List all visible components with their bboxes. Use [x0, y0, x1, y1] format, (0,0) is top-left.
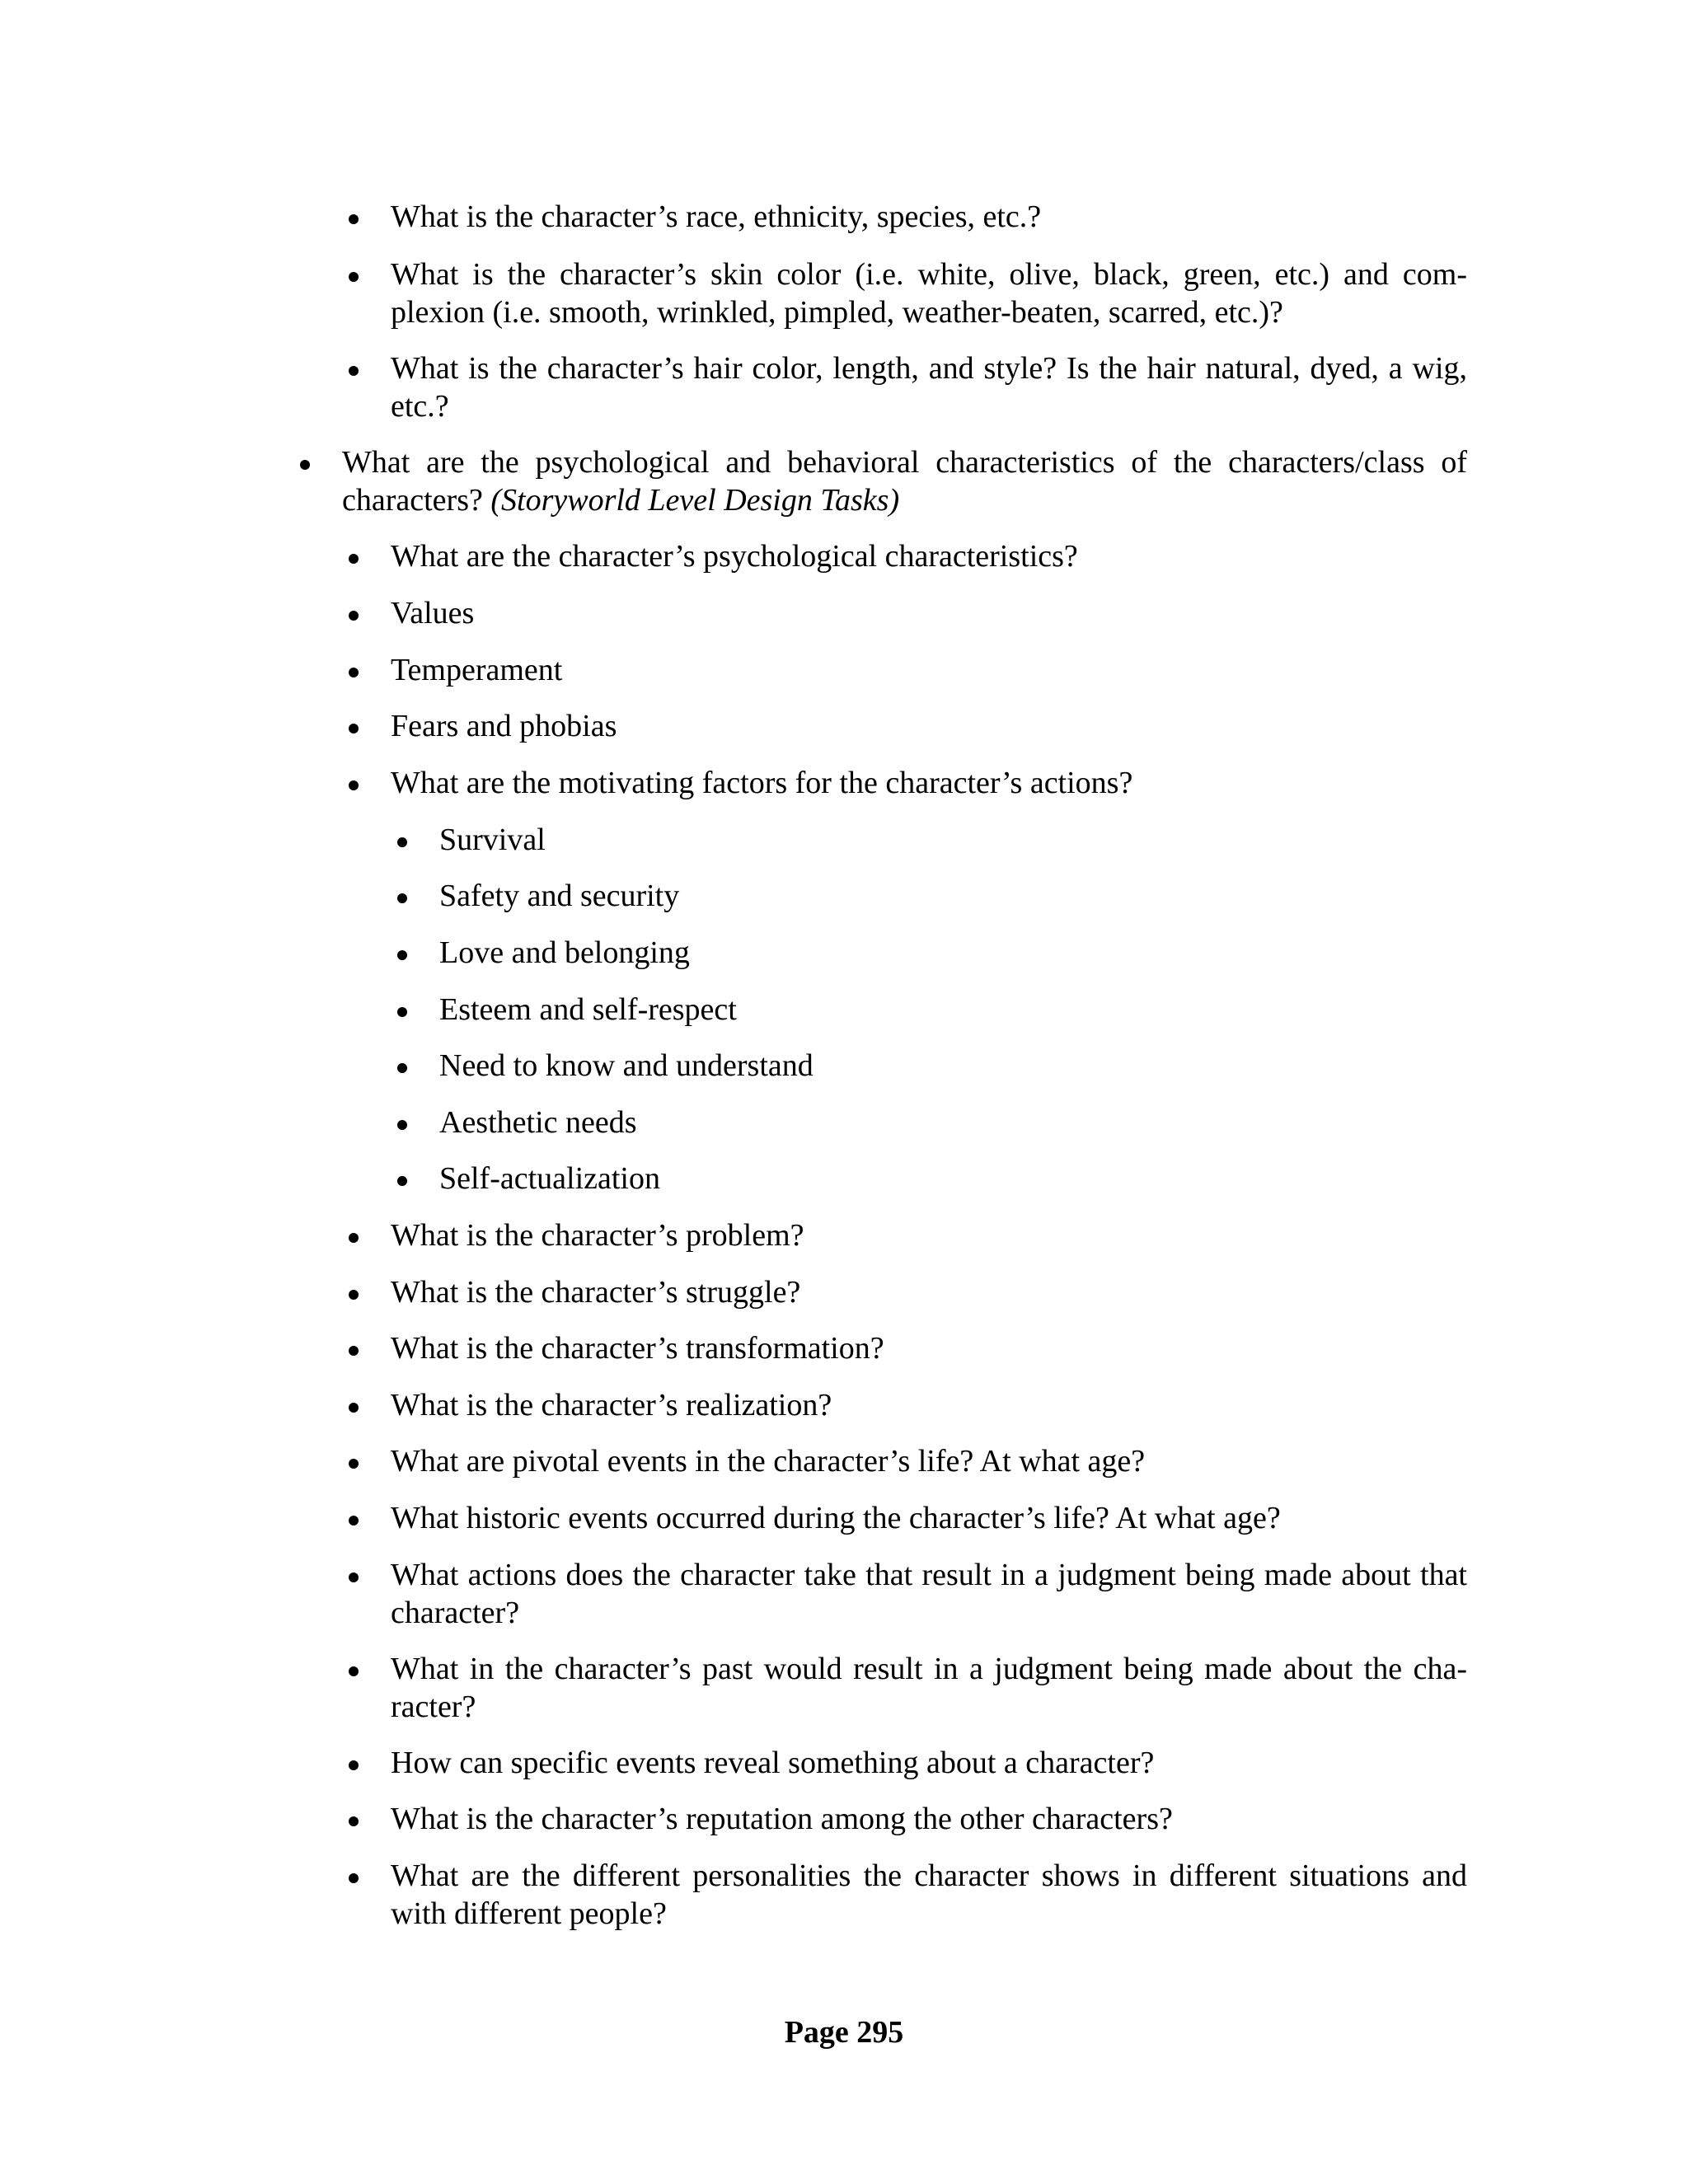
bullet-icon	[397, 950, 407, 960]
bullet-icon	[349, 272, 359, 282]
list-item-text: What is the character’s problem?	[391, 1218, 804, 1253]
bullet-icon	[349, 1459, 359, 1469]
list-item	[391, 1744, 1467, 1782]
list-item	[439, 934, 1467, 972]
list-item-text: How can specific events reveal something about a character?	[391, 1746, 1155, 1780]
list-item	[391, 1329, 1467, 1367]
bullet-icon	[397, 1120, 407, 1130]
bullet-icon	[349, 214, 359, 224]
list-item	[391, 1386, 1467, 1424]
list-item-text: Love and belonging	[439, 935, 690, 970]
list-item-text: What historic events occurred during the character’s life? At what age?	[391, 1501, 1281, 1535]
bullet-icon	[349, 366, 359, 376]
bullet-icon	[349, 1873, 359, 1883]
list-item	[439, 1160, 1467, 1197]
bullet-icon	[349, 780, 359, 790]
bullet-icon	[349, 1403, 359, 1413]
bullet-icon	[349, 1572, 359, 1582]
list-item-text: What is the character’s struggle?	[391, 1275, 801, 1310]
list-item	[439, 1047, 1467, 1085]
list-item	[391, 1499, 1467, 1537]
list-item-text: What is the character’s transformation?	[391, 1331, 884, 1366]
list-item-text: Safety and security	[439, 879, 680, 913]
list-item-text: Survival	[439, 823, 546, 857]
list-item-text: What are the different personalities the character shows in different situations and with different people?	[391, 1858, 1467, 1931]
list-item-text: What is the character’s reputation among the other characters?	[391, 1802, 1173, 1836]
page-number: Page 295	[784, 2015, 904, 2050]
list-item	[391, 1556, 1467, 1632]
list-item	[439, 991, 1467, 1029]
bullet-icon	[397, 893, 407, 903]
bullet-icon	[349, 668, 359, 677]
list-item-text: Self-actualization	[439, 1161, 660, 1196]
bullet-icon	[397, 1007, 407, 1017]
list-item-text: What are the character’s psychological characteristics?	[391, 539, 1078, 574]
list-item	[391, 1650, 1467, 1726]
bullet-icon	[349, 1516, 359, 1526]
list-item	[391, 707, 1467, 745]
bullet-icon	[349, 1233, 359, 1243]
list-item-text: What are the motivating factors for the character’s actions?	[391, 766, 1133, 800]
bullet-icon	[349, 724, 359, 733]
bullet-icon	[349, 1666, 359, 1676]
list-item	[391, 1442, 1467, 1480]
list-item-text: What is the character’s race, ethnicity, species, etc.?	[391, 199, 1042, 234]
list-item	[391, 1857, 1467, 1933]
list-item	[391, 537, 1467, 575]
list-item-text: What is the character’s realization?	[391, 1388, 832, 1422]
bullet-icon	[349, 1816, 359, 1826]
list-item	[342, 443, 1467, 519]
bullet-icon	[349, 1346, 359, 1356]
list-item-text: Temperament	[391, 653, 563, 687]
bullet-icon	[397, 1063, 407, 1073]
bullet-icon	[349, 554, 359, 564]
list-item-text: What are the psychological and behavioral characteristics of the characters/class of characters?	[342, 445, 1467, 518]
bullet-icon	[349, 1760, 359, 1770]
list-item	[439, 821, 1467, 859]
list-item	[439, 1104, 1467, 1141]
list-item	[391, 1273, 1467, 1311]
list-item	[391, 255, 1467, 331]
list-item	[391, 764, 1467, 802]
list-item-text: What are pivotal events in the character’s life? At what age?	[391, 1444, 1146, 1479]
list-item-text: What is the character’s hair color, length, and style? Is the hair natural, dyed, a wig, etc.?	[391, 351, 1467, 424]
list-item-text: Aesthetic needs	[439, 1105, 637, 1140]
list-item	[391, 1800, 1467, 1838]
list-item-text: Values	[391, 596, 475, 630]
list-item-italic-note: (Storyworld Level Design Tasks)	[490, 483, 900, 518]
list-item	[391, 1216, 1467, 1254]
list-item-text: What in the character’s past would result in a judgment being made about the cha-racter?	[391, 1652, 1467, 1724]
bullet-icon	[300, 460, 310, 470]
list-item-text: Need to know and understand	[439, 1048, 814, 1083]
list-item-text: What is the character’s skin color (i.e. white, olive, black, green, etc.) and com-plexion (i.e. smooth, wrinkled, pimpled, weather-beaten, scarred, etc.)?	[391, 257, 1467, 330]
list-item	[391, 349, 1467, 425]
list-item	[391, 198, 1467, 236]
list-item	[391, 651, 1467, 689]
bullet-icon	[349, 611, 359, 621]
list-item-text: Fears and phobias	[391, 709, 617, 743]
bullet-icon	[349, 1290, 359, 1300]
list-item-text: Esteem and self-respect	[439, 992, 737, 1027]
list-item-text: What actions does the character take that result in a judgment being made about that character?	[391, 1558, 1467, 1630]
bullet-icon	[397, 1176, 407, 1186]
bullet-icon	[397, 837, 407, 847]
list-item	[439, 877, 1467, 915]
list-item	[391, 594, 1467, 632]
